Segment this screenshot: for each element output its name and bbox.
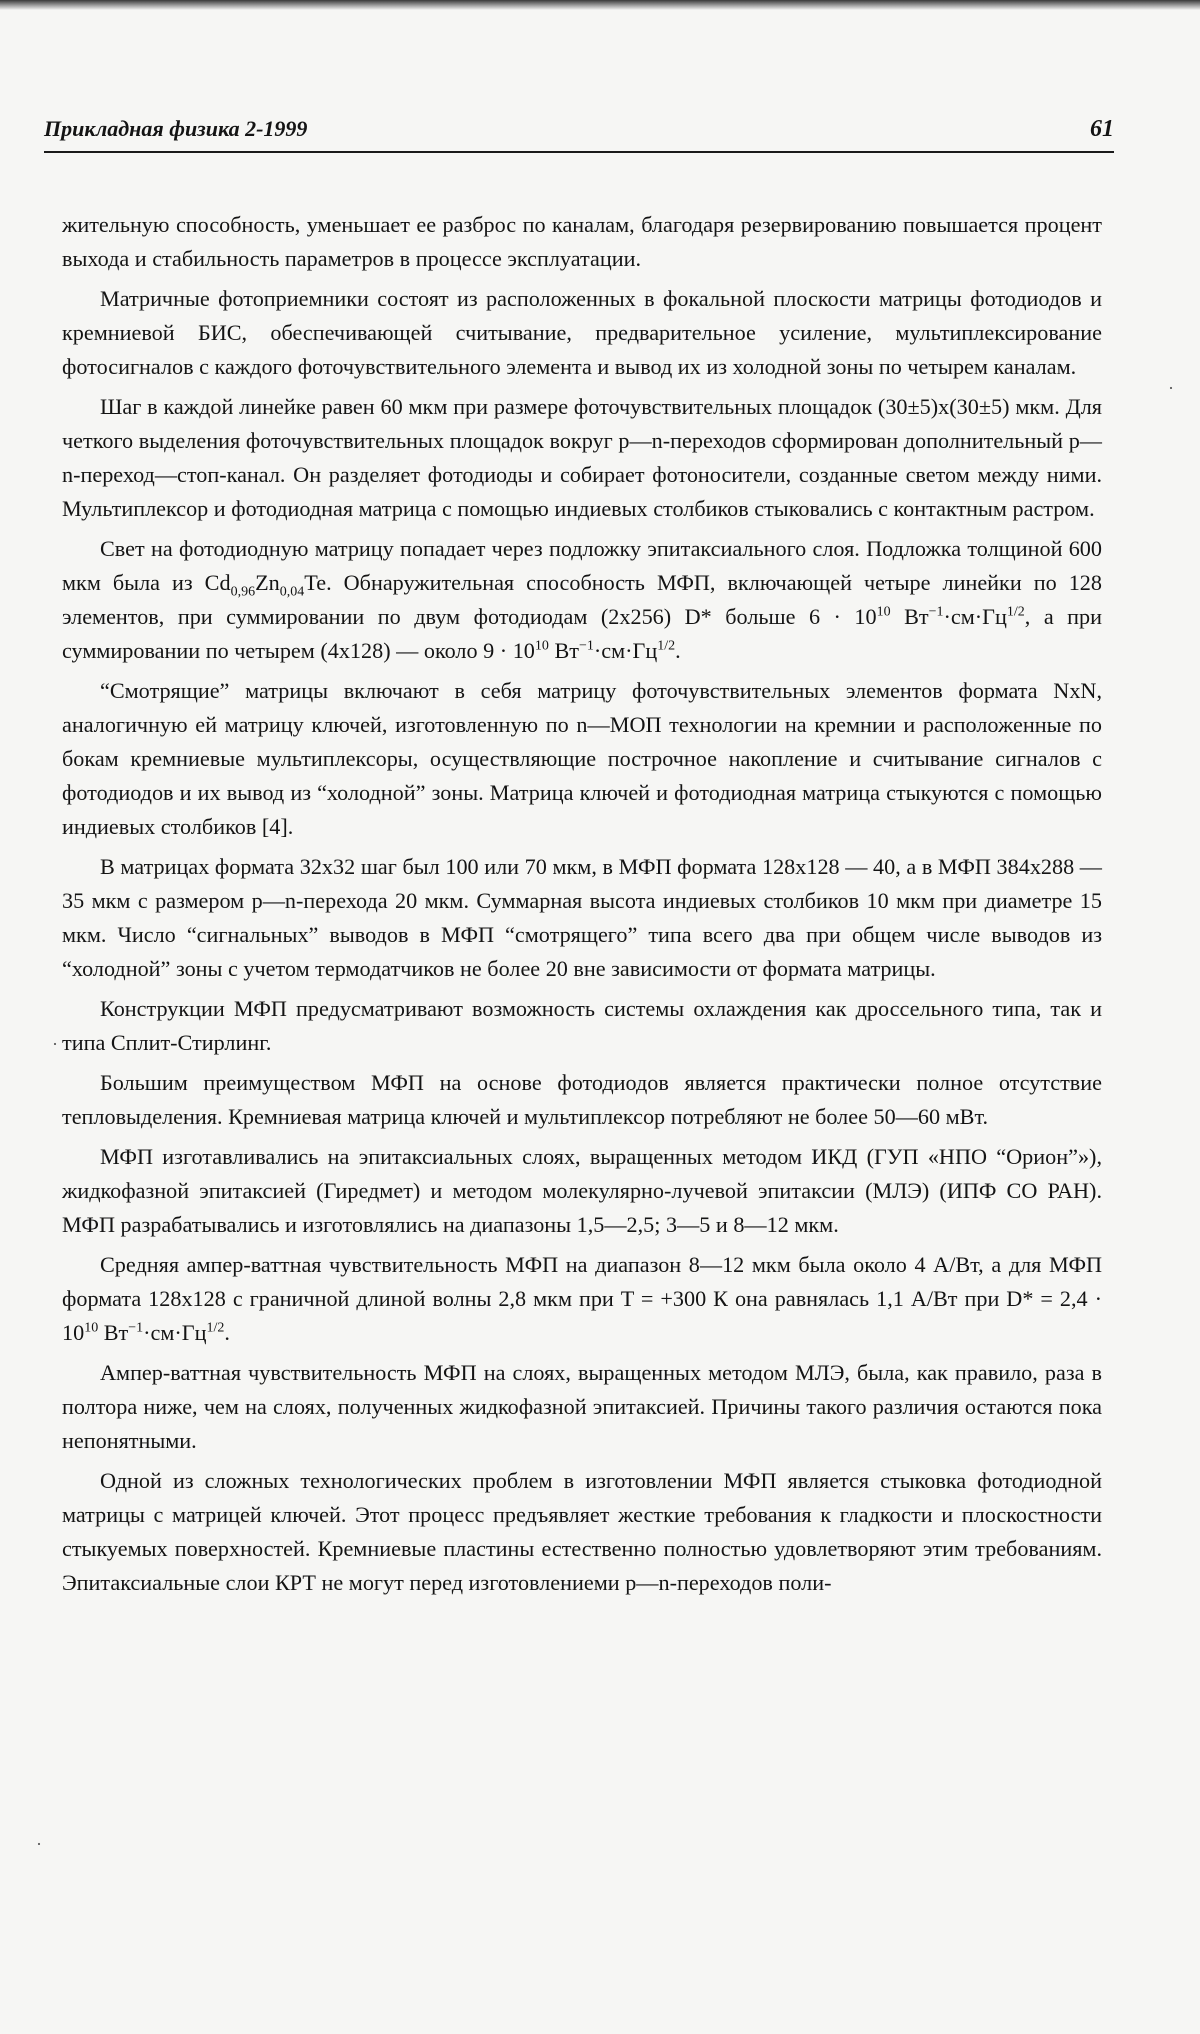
paragraph: Одной из сложных технологических проблем в изготовлении МФП является стыковка фотодиодной матрицы с матрицей ключей. Этот процесс предъявляет жесткие требования к гладкости и плоскостности стыкуемых поверхностей. Кремниевые пластины естественно полностью удовлетворяют этим требованиям. Эпитаксиальные слои КРТ не могут перед изготовлениеми p—n-переходов поли- — [62, 1468, 1102, 1595]
paragraph: Матричные фотоприемники состоят из расположенных в фокальной плоскости матрицы фотодиодов и кремниевой БИС, обеспечивающей считывание, предварительное усиление, мультиплексирование фотосигналов с каждого фоточувствительного элемента и вывод их из холодной зоны по четырем каналам. — [62, 286, 1102, 379]
paragraph: Конструкции МФП предусматривают возможность системы охлаждения как дроссельного типа, так и типа Сплит-Стирлинг. — [62, 996, 1102, 1055]
scan-speck: · — [36, 1834, 42, 1854]
scan-edge — [0, 0, 1200, 10]
journal-title: Прикладная физика 2-1999 — [44, 116, 308, 141]
paragraph: Свет на фотодиодную матрицу попадает через подложку эпитаксиального слоя. Подложка толщиной 600 мкм была из $Cd_{0,96}Zn_{0,04}Te$. Обнаружительная способность МФП, включающей четыре линейки по 128 элементов, при суммировании по двум фотодиодам (2x256) D* больше $6 \cdot 10^{10}$ $Вт^{-1}\cdot см\cdot Гц^{1/2}$, а при суммировании по четырем (4x128) — около $9 \cdot 10^{10}$ $Вт^{-1}\cdot см\cdot Гц^{1/2}$. — [62, 536, 1102, 663]
scan-speck: · — [1168, 378, 1174, 398]
running-header — [44, 116, 1114, 153]
paragraph: Большим преимуществом МФП на основе фотодиодов является практически полное отсутствие тепловыделения. Кремниевая матрица ключей и мультиплексор потребляют не более 50—60 мВт. — [62, 1070, 1102, 1129]
page-number: 61 — [1090, 116, 1114, 142]
paragraph: “Смотрящие” матрицы включают в себя матрицу фоточувствительных элементов формата NxN, аналогичную ей матрицу ключей, изготовленную по n—МОП технологии на кремнии и расположенные по бокам кремниевые мультиплексоры, осуществляющие построчное накопление и считывание сигналов с фотодиодов и их вывод из “холодной” зоны. Матрица ключей и фотодиодная матрица стыкуются с помощью индиевых столбиков [4]. — [62, 678, 1102, 839]
paragraph: Средняя ампер-ваттная чувствительность МФП на диапазон 8—12 мкм была около 4 А/Вт, а для МФП формата 128x128 с граничной длиной волны 2,8 мкм при T = +300 К она равнялась 1,1 А/Вт при $D* = 2,4 \cdot 10^{10}$ $Вт^{-1}\cdot см\cdot Гц^{1/2}$. — [62, 1252, 1102, 1345]
scan-speck: · — [52, 1034, 58, 1054]
paragraph: жительную способность, уменьшает ее разброс по каналам, благодаря резервированию повышается процент выхода и стабильность параметров в процессе эксплуатации. — [62, 212, 1102, 271]
article-body — [62, 208, 1102, 1606]
paragraph: Ампер-ваттная чувствительность МФП на слоях, выращенных методом МЛЭ, была, как правило, раза в полтора ниже, чем на слоях, полученных жидкофазной эпитаксией. Причины такого различия остаются пока непонятными. — [62, 1360, 1102, 1453]
paragraph: Шаг в каждой линейке равен 60 мкм при размере фоточувствительных площадок (30±5)x(30±5) мкм. Для четкого выделения фоточувствительных площадок вокруг p—n-переходов сформирован дополнительный p—n-переход—стоп-канал. Он разделяет фотодиоды и собирает фотоносители, созданные светом между ними. Мультиплексор и фотодиодная матрица с помощью индиевых столбиков стыковались с контактным растром. — [62, 394, 1102, 521]
paragraph: В матрицах формата 32x32 шаг был 100 или 70 мкм, в МФП формата 128x128 — 40, а в МФП 384x288 — 35 мкм с размером p—n-перехода 20 мкм. Суммарная высота индиевых столбиков 10 мкм при диаметре 15 мкм. Число “сигнальных” выводов в МФП “смотрящего” типа всего два при общем числе выводов из “холодной” зоны с учетом термодатчиков не более 20 вне зависимости от формата матрицы. — [62, 854, 1102, 981]
paragraph: МФП изготавливались на эпитаксиальных слоях, выращенных методом ИКД (ГУП «НПО “Орион”»), жидкофазной эпитаксией (Гиредмет) и методом молекулярно-лучевой эпитаксии (МЛЭ) (ИПФ СО РАН). МФП разрабатывались и изготовлялись на диапазоны 1,5—2,5; 3—5 и 8—12 мкм. — [62, 1144, 1102, 1237]
